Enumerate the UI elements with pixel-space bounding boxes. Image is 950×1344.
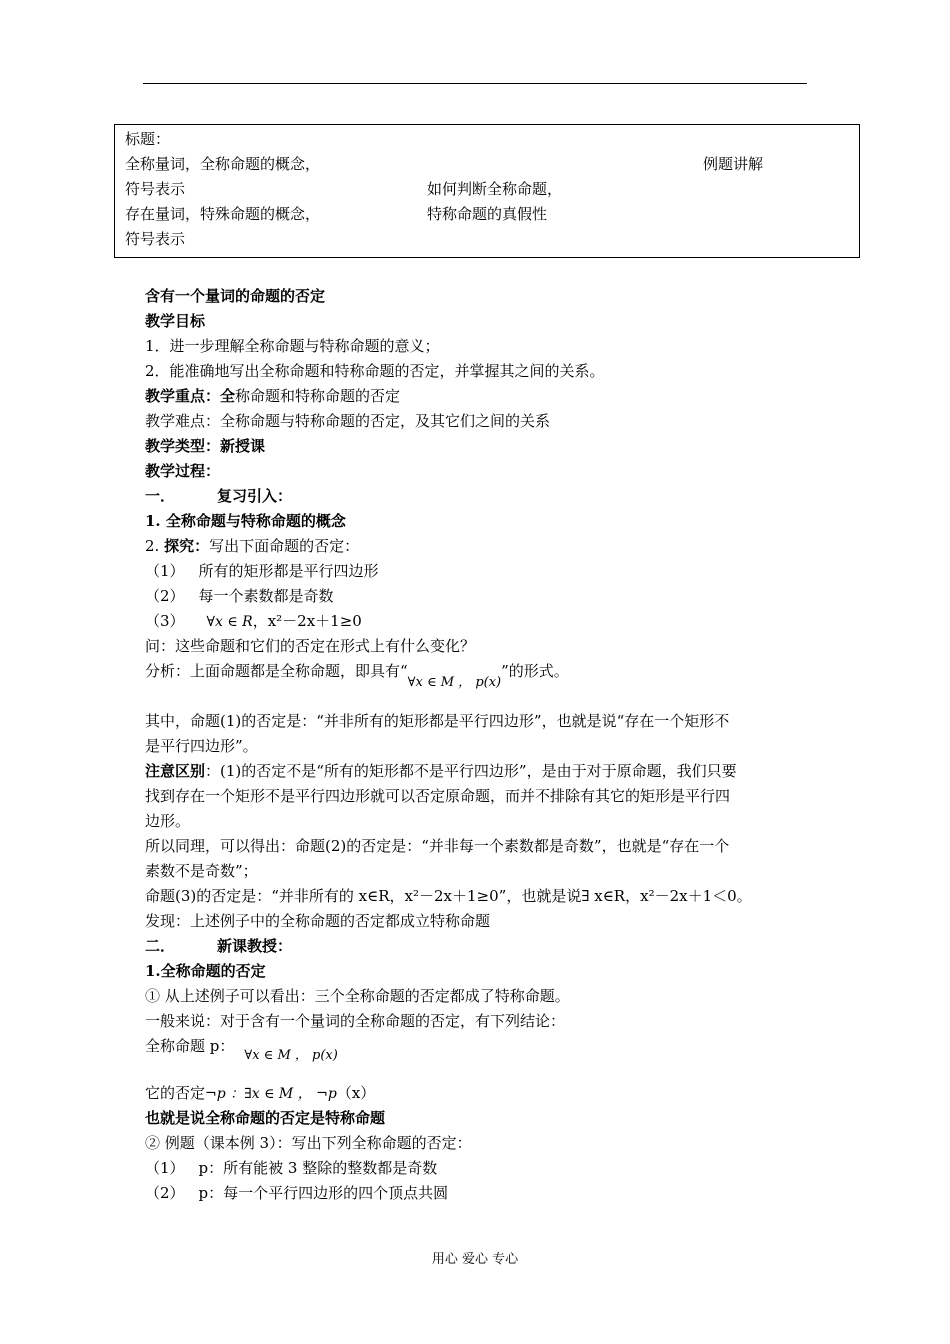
topic-box [114,124,860,258]
exercise-2: （2） p：每一个平行四边形的四个顶点共圆 [145,1184,449,1202]
conclusion: 也就是说全称命题的否定是特称命题 [145,1109,386,1127]
box-r4-left: 符号表示 [125,230,186,248]
example-2: （2） 每一个素数都是奇数 [145,587,334,605]
finding: 发现：上述例子中的全称命题的否定都成立特称命题 [145,912,491,930]
box-r1-left: 全称量词，全称命题的概念， [125,155,321,173]
header-rule [143,83,807,84]
question: 问：这些命题和它们的否定在形式上有什么变化？ [145,637,476,655]
difficulty: 教学难点：全称命题与特称命题的否定，及其它们之间的关系 [145,412,551,430]
box-r2-left: 符号表示 [125,180,186,198]
example-1: （1） 所有的矩形都是平行四边形 [145,562,379,580]
universal-p: 全称命题 p：∀x ∈ M ， p(x) [145,1037,338,1063]
similar-2: 素数不是奇数”； [145,862,258,880]
goal-heading: 教学目标 [145,312,206,330]
neg-explain-2: 是平行四边形”。 [145,737,258,755]
box-r3-mid: 特称命题的真假性 [427,205,548,223]
neg-explain-1: 其中，命题(1)的否定是：“并非所有的矩形都是平行四边形”，也就是说“存在一个矩形不 [145,712,730,730]
goal-2: 2．能准确地写出全称命题和特称命题的否定，并掌握其之间的关系。 [145,362,605,380]
box-r1-right: 例题讲解 [703,155,764,173]
example-3: （3） ∀x ∈ R，x²－2x＋1≥0 [145,612,362,630]
page-footer: 用心 爱心 专心 [431,1252,519,1267]
negation-heading: 1.全称命题的否定 [145,962,266,980]
point-2: 2. 探究：写出下面命题的否定： [145,537,360,555]
key-point: 教学重点：全称命题和特称命题的否定 [145,387,401,405]
exercise-1: （1） p：所有能被 3 整除的整数都是奇数 [145,1159,438,1177]
observation-1: ① 从上述例子可以看出：三个全称命题的否定都成了特称命题。 [145,987,570,1005]
process-heading: 教学过程： [145,462,221,480]
box-label: 标题： [125,130,171,148]
goal-1: 1．进一步理解全称命题与特称命题的意义； [145,337,440,355]
negation-p: 它的否定¬p ：∃x ∈ M ， ¬p（x） [145,1084,376,1102]
lesson-type: 教学类型：新授课 [145,437,266,455]
analysis: 分析：上面命题都是全称命题，即具有“∀x ∈ M ， p(x)”的形式。 [145,662,569,690]
note-1: 注意区别：(1)的否定不是“所有的矩形都不是平行四边形”，是由于对于原命题，我们只要 [145,762,737,780]
observation-2: ② 例题（课本例 3）：写出下列全称命题的否定： [145,1134,472,1152]
point-1: 1. 全称命题与特称命题的概念 [145,512,346,530]
box-r3-left: 存在量词，特殊命题的概念， [125,205,321,223]
similar-3: 命题(3)的否定是：“并非所有的 x∈R，x²－2x＋1≥0”，也就是说∃ x∈R，x²－2x＋1＜0。 [145,887,752,905]
note-2: 找到存在一个矩形不是平行四边形就可以否定原命题，而并不排除有其它的矩形是平行四 [145,787,731,805]
note-3: 边形。 [145,812,191,830]
section-2-heading: 二． 新课教授： [145,937,293,955]
doc-title: 含有一个量词的命题的否定 [145,287,326,305]
general: 一般来说：对于含有一个量词的全称命题的否定，有下列结论： [145,1012,566,1030]
similar-1: 所以同理，可以得出：命题(2)的否定是：“并非每一个素数都是奇数”，也就是“存在一个 [145,837,730,855]
box-r2-mid: 如何判断全称命题， [427,180,563,198]
section-1-heading: 一． 复习引入： [145,487,293,505]
